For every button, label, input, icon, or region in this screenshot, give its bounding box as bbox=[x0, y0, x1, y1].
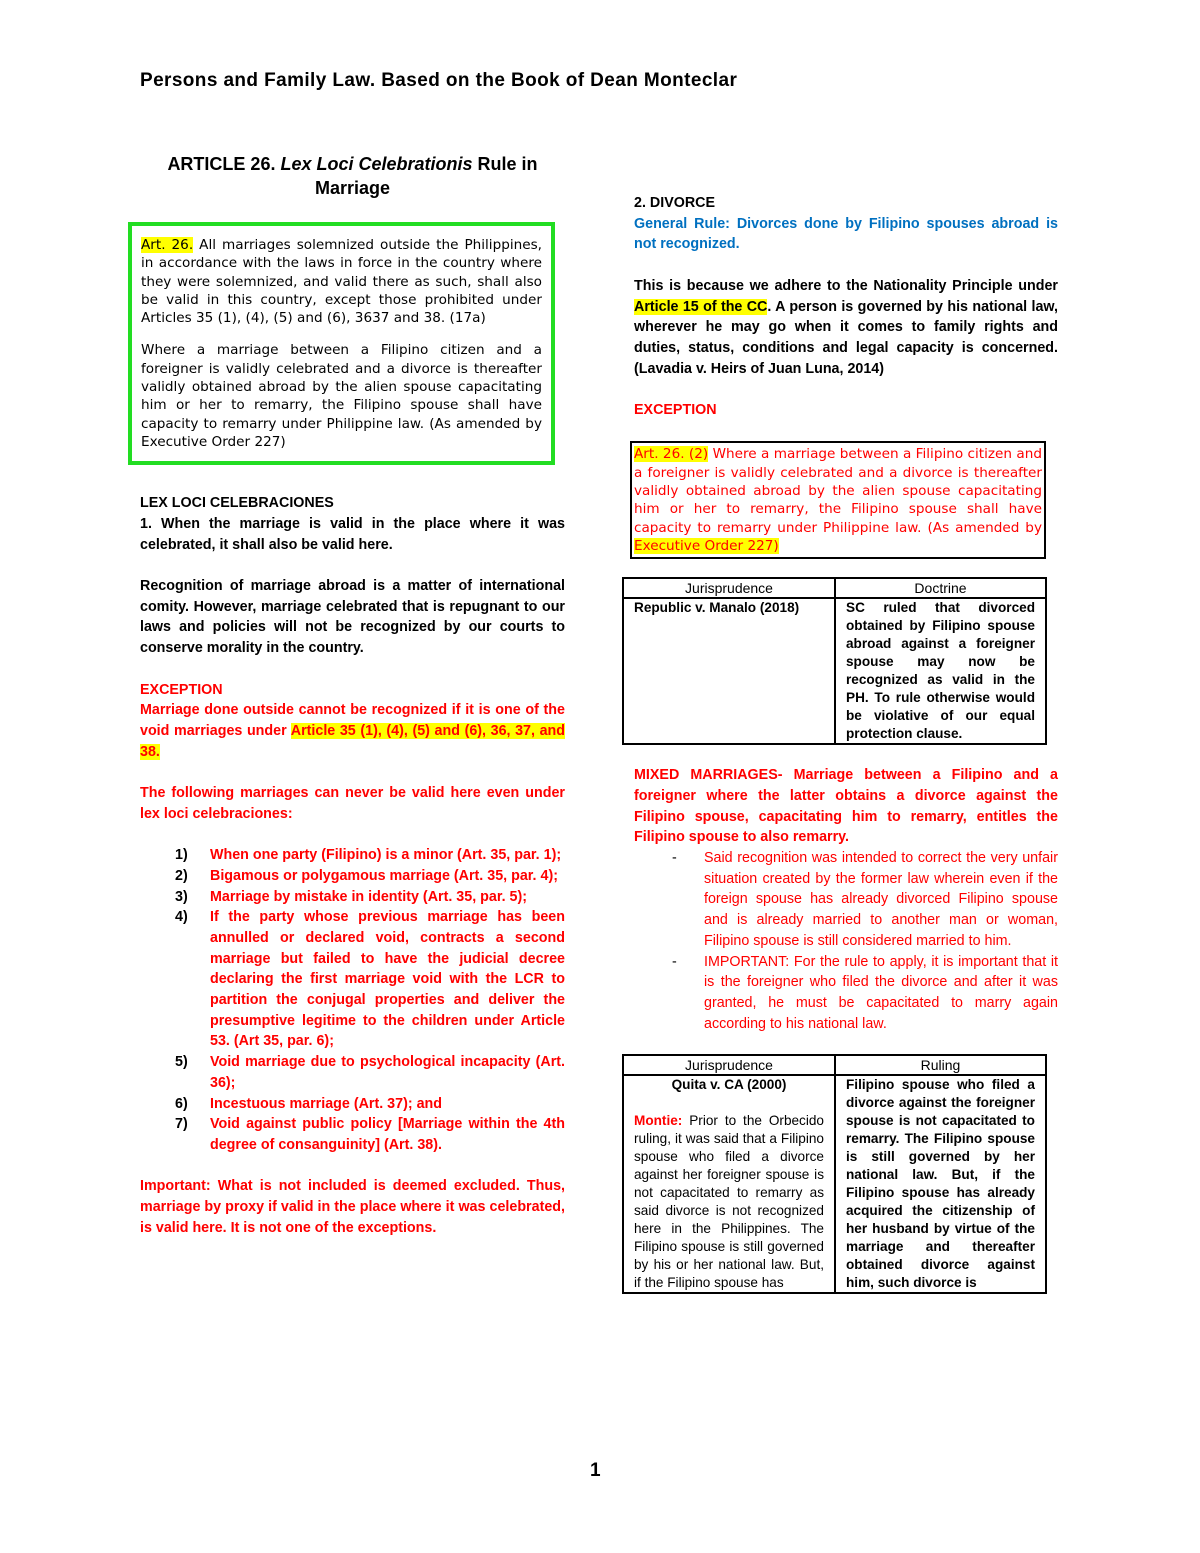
lex-loci-heading: LEX LOCI CELEBRACIONES bbox=[140, 495, 334, 512]
list-item bbox=[634, 848, 1058, 952]
art26-2-label: Art. 26. (2) bbox=[634, 446, 709, 463]
list-number: 5) bbox=[175, 1054, 188, 1071]
art26-2-highlight: Executive Order 227) bbox=[634, 537, 779, 554]
right-column bbox=[634, 193, 1058, 1294]
article-title bbox=[140, 152, 565, 200]
list-item bbox=[140, 1094, 565, 1115]
art26-label: Art. 26. bbox=[141, 237, 194, 253]
case-name-cell: Republic v. Manalo (2018) bbox=[623, 598, 835, 744]
nationality-pre: This is because we adhere to the Nationality Principle under bbox=[634, 277, 1058, 294]
nationality-highlight: Article 15 of the CC bbox=[634, 298, 768, 315]
mixed-marriages-paragraph bbox=[634, 765, 1058, 848]
art26-para2: Where a marriage between a Filipino citizen and a foreigner is validly celebrated and a divorce is thereafter validly obtained abroad by the alien spouse capacitating him or her to remarry, the Filipino spouse shall have capacity to remarry under Philippine law. (As amended by Executive Order 227) bbox=[141, 342, 542, 450]
general-rule: General Rule: Divorces done by Filipino spouses abroad is not recognized. bbox=[634, 215, 1058, 253]
article-26-box bbox=[128, 222, 555, 465]
montie-note bbox=[634, 1112, 824, 1292]
list-number: 4) bbox=[175, 909, 188, 926]
table-header-jurisprudence: Jurisprudence bbox=[623, 578, 835, 598]
exception-highlight: Article 35 (1), (4), (5) and (6), 36, 37, and 38. bbox=[140, 722, 565, 760]
list-item bbox=[140, 1114, 565, 1155]
exception-text: Marriage done outside cannot be recognized if it is one of the void marriages under bbox=[140, 702, 565, 739]
quita-table bbox=[622, 1054, 1047, 1294]
list-item bbox=[140, 1052, 565, 1093]
title-italic: Lex Loci Celebrationis bbox=[280, 154, 473, 174]
list-text: Void against public policy [Marriage within the 4th degree of consanguinity] (Art. 38). bbox=[210, 1116, 565, 1153]
right-exception-heading: EXCEPTION bbox=[634, 402, 717, 418]
list-number: 6) bbox=[175, 1095, 188, 1112]
art26-para1 bbox=[141, 236, 542, 327]
list-text: Bigamous or polygamous marriage (Art. 35, par. 4); bbox=[210, 867, 558, 884]
table-header-doctrine: Doctrine bbox=[835, 578, 1046, 598]
article-26-2-box bbox=[630, 441, 1046, 559]
list-text: Incestuous marriage (Art. 37); and bbox=[210, 1095, 442, 1112]
title-suffix: Rule in Marriage bbox=[314, 154, 538, 198]
case-cell bbox=[623, 1075, 835, 1293]
list-number: 1) bbox=[175, 847, 188, 864]
manalo-table bbox=[622, 577, 1047, 745]
list-item bbox=[140, 845, 565, 866]
title-prefix: ARTICLE 26. bbox=[167, 154, 281, 174]
list-text: If the party whose previous marriage has been annulled or declared void, contracts a second marriage but failed to have the judicial decree declaring the first marriage void with the LCR to partition the conjugal properties and deliver the presumptive legitime to the children under Article 53. (Art 35, par. 6); bbox=[210, 909, 565, 1050]
exception-heading: EXCEPTION bbox=[140, 681, 223, 698]
list-item bbox=[140, 907, 565, 1052]
nationality-paragraph bbox=[634, 276, 1058, 380]
doctrine-cell: SC ruled that divorced obtained by Filipino spouse abroad against a foreigner spouse may now be recognized as valid in the PH. To rule otherwise would be violative of our equal protection clause. bbox=[835, 598, 1046, 744]
rule-1: 1. When the marriage is valid in the place where it was celebrated, it shall also be valid here. bbox=[140, 515, 565, 553]
montie-label: Montie: bbox=[634, 1113, 683, 1129]
list-number: 7) bbox=[175, 1116, 188, 1133]
mixed-label: MIXED MARRIAGES bbox=[634, 767, 778, 784]
divorce-heading: 2. DIVORCE bbox=[634, 195, 716, 211]
page-header: Persons and Family Law. Based on the Book of Dean Monteclar bbox=[140, 70, 738, 91]
table-header-ruling: Ruling bbox=[835, 1055, 1046, 1075]
case-name: Quita v. CA (2000) bbox=[671, 1077, 787, 1093]
never-valid-paragraph: The following marriages can never be valid here even under lex loci celebraciones: bbox=[140, 785, 565, 822]
bullet-dash: - bbox=[672, 953, 677, 970]
bullet-dash: - bbox=[672, 849, 677, 866]
list-text: When one party (Filipino) is a minor (Art. 35, par. 1); bbox=[210, 847, 562, 864]
art26-2-text: Where a marriage between a Filipino citizen and a foreigner is validly celebrated and a divorce is thereafter validly obtained abroad by the alien spouse capacitating him or her to remarry, the Filipino spouse shall have capacity to remarry under Philippine law. (As amended by bbox=[634, 446, 1042, 536]
table-header-jurisprudence: Jurisprudence bbox=[623, 1055, 835, 1075]
list-item bbox=[634, 952, 1058, 1035]
montie-text: Prior to the Orbecido ruling, it was said that a Filipino spouse who filed a divorce against her foreigner spouse is not capacitated to remarry as said divorce is not recognized here in the Philippines. The Filipino spouse is still governed by his or her national law. But, if the Filipino spouse has bbox=[634, 1113, 824, 1291]
mixed-marriages-bullets bbox=[634, 848, 1058, 1034]
bullet-text: Said recognition was intended to correct the very unfair situation created by the former law wherein even if the foreign spouse has already divorced Filipino spouse and is already married to another man or woman, Filipino spouse is still considered married to him. bbox=[704, 849, 1058, 949]
list-text: Marriage by mistake in identity (Art. 35, par. 5); bbox=[210, 888, 528, 905]
nationality-post: . A person is governed by his national law, wherever he may go when it comes to family rights and duties, status, conditions and legal capacity is concerned. (Lavadia v. Heirs of Juan Luna, 2014) bbox=[634, 298, 1058, 377]
page-number: 1 bbox=[590, 1460, 601, 1481]
ruling-cell: Filipino spouse who filed a divorce against the foreigner spouse is not capacitated to remarry. The Filipino spouse is still governed by her national law. But, if the Filipino spouse has already acquired the citizenship of her husband by virtue of the marriage and thereafter obtained divorce against him, such divorce is bbox=[835, 1075, 1046, 1293]
list-number: 2) bbox=[175, 867, 188, 884]
exception-paragraph bbox=[140, 700, 565, 762]
list-text: Void marriage due to psychological incapacity (Art. 36); bbox=[210, 1054, 565, 1091]
list-number: 3) bbox=[175, 888, 188, 905]
recognition-paragraph: Recognition of marriage abroad is a matter of international comity. However, marriage celebrated that is repugnant to our laws and policies will not be recognized by our courts to conserve morality in the country. bbox=[140, 578, 565, 657]
bullet-text: IMPORTANT: For the rule to apply, it is important that it is the foreigner who filed the divorce and after it was granted, he must be capacitated to marry again according to his national law. bbox=[704, 953, 1058, 1032]
list-item bbox=[140, 887, 565, 908]
mixed-text: - Marriage between a Filipino and a foreigner where the latter obtains a divorce against the Filipino spouse, capacitating him to remarry, entitles the Filipino spouse to also remarry. bbox=[634, 767, 1058, 846]
left-column bbox=[140, 152, 565, 1239]
art26-para1-text: All marriages solemnized outside the Philippines, in accordance with the laws in force in the country where they were solemnized, and valid there as such, shall also be valid in this country, except those prohibited under Articles 35 (1), (4), (5) and (6), 3637 and 38. (17a) bbox=[141, 237, 542, 327]
important-paragraph: Important: What is not included is deemed excluded. Thus, marriage by proxy if valid in the place where it was celebrated, is valid here. It is not one of the exceptions. bbox=[140, 1178, 565, 1236]
void-marriages-list bbox=[140, 845, 565, 1156]
list-item bbox=[140, 866, 565, 887]
